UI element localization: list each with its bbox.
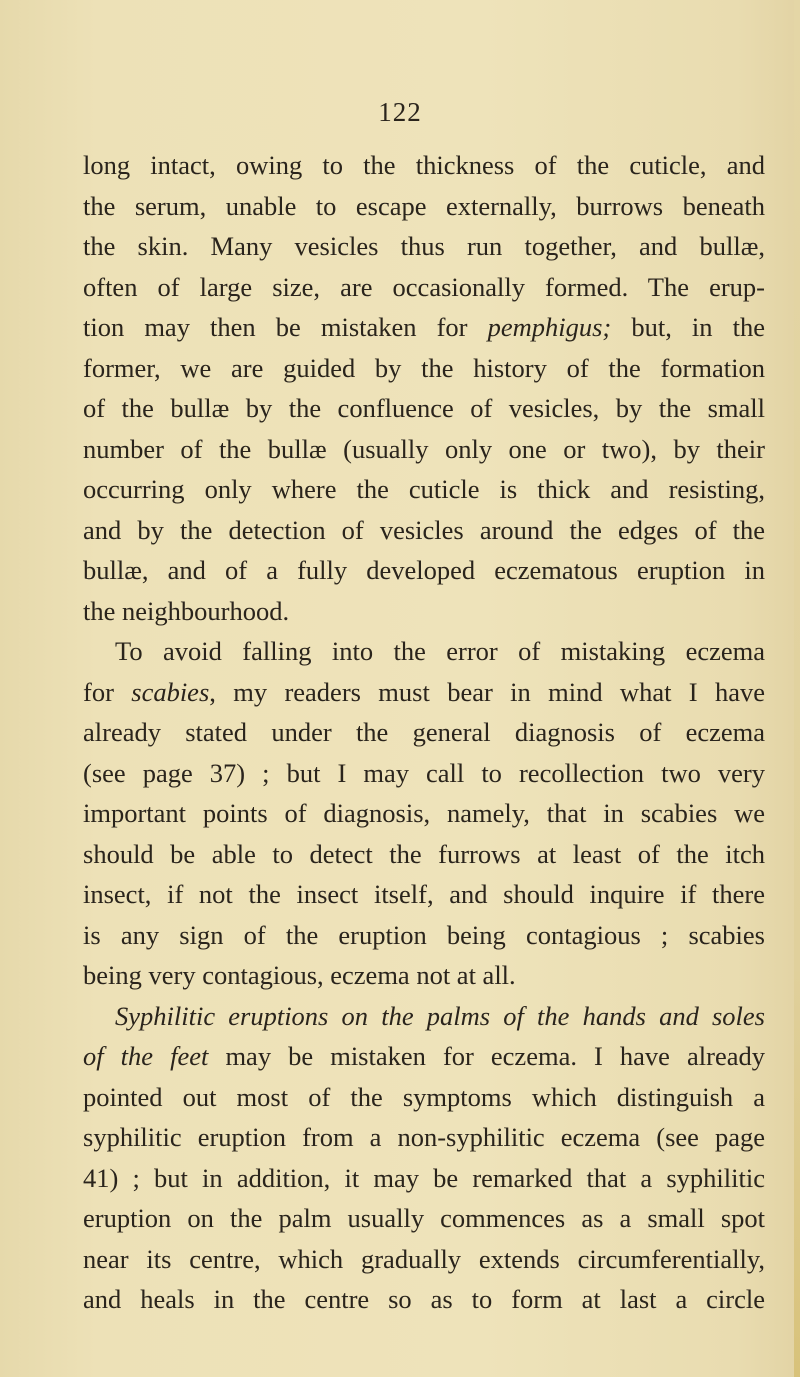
text-line: [83, 1279, 765, 1320]
text-line: [83, 712, 765, 753]
italic-text: pemphigus;: [487, 312, 612, 342]
italic-text: scabies: [131, 676, 210, 707]
italic-text: of the feet: [83, 1041, 209, 1071]
text-line: [83, 631, 765, 672]
text-line: [83, 955, 765, 996]
text-line: [83, 672, 765, 713]
text-run: being very contagious, eczema not at all.: [83, 960, 516, 990]
text-run: the serum, unable to escape externally, burrows beneath: [83, 190, 765, 221]
text-run: tion may then be mistaken for: [83, 312, 488, 342]
text-run: number of the bullæ (usually only one or two), by their: [83, 433, 765, 464]
text-run: (see page 37) ; but I may call to recollection two very: [83, 757, 765, 788]
text-line: [83, 145, 765, 186]
text-run: pointed out most of the symptoms which distinguish a: [83, 1081, 765, 1112]
text-line: [83, 753, 765, 794]
text-line: [83, 348, 765, 389]
text-line: [83, 834, 765, 875]
text-run: often of large size, are occasionally formed. The erup-: [83, 271, 765, 302]
text-run: and by the detection of vesicles around the edges of the: [83, 514, 765, 545]
text-line: [83, 793, 765, 834]
text-line: [83, 186, 765, 227]
page-number: 122: [378, 97, 422, 127]
text-run: eruption on the palm usually commences as a small spot: [83, 1203, 765, 1233]
text-run: long intact, owing to the thickness of the cuticle, and: [83, 150, 765, 180]
text-line: [83, 1158, 765, 1199]
text-run: near its centre, which gradually extends circumferentially,: [83, 1243, 765, 1274]
page-edge: [794, 0, 800, 1377]
italic-text: Syphilitic eruptions on the palms of the hands and soles: [115, 1000, 765, 1031]
text-line: [83, 874, 765, 915]
text-run: and heals in the centre so as to form at last a circle: [83, 1284, 765, 1314]
text-run: of the bullæ by the confluence of vesicles, by the small: [83, 393, 765, 423]
text-run: but, in the: [611, 312, 765, 342]
body-text: [83, 145, 765, 1320]
text-run: for: [83, 676, 132, 707]
text-run: To avoid falling into the error of mistaking eczema: [115, 636, 765, 666]
text-run: is any sign of the eruption being contagious ; scabies: [83, 919, 765, 950]
text-line: [83, 915, 765, 956]
text-line: [83, 1036, 765, 1077]
text-run: the skin. Many vesicles thus run together, and bullæ,: [83, 231, 765, 261]
text-line: [83, 1239, 765, 1280]
text-line: [83, 267, 765, 308]
text-run: 41) ; but in addition, it may be remarked that a syphilitic: [83, 1162, 765, 1193]
text-run: important points of diagnosis, namely, that in scabies we: [83, 798, 765, 828]
text-run: bullæ, and of a fully developed eczematous eruption in: [83, 555, 765, 585]
text-run: occurring only where the cuticle is thick and resisting,: [83, 474, 765, 504]
text-line: [83, 469, 765, 510]
text-line: [83, 550, 765, 591]
text-line: [83, 388, 765, 429]
text-line: [83, 307, 765, 348]
text-line: [83, 1077, 765, 1118]
text-line: [83, 1198, 765, 1239]
text-run: insect, if not the insect itself, and should inquire if there: [83, 879, 765, 909]
text-line: [83, 1117, 765, 1158]
text-line: [83, 226, 765, 267]
text-run: may be mistaken for eczema. I have already: [208, 1041, 765, 1071]
text-run: should be able to detect the furrows at least of the itch: [83, 838, 765, 869]
text-run: , my readers must bear in mind what I have: [209, 676, 765, 707]
text-run: already stated under the general diagnosis of eczema: [83, 717, 765, 747]
text-line: [83, 429, 765, 470]
text-line: [83, 510, 765, 551]
text-run: former, we are guided by the history of the formation: [83, 352, 765, 383]
text-line: [83, 591, 765, 632]
text-line: [83, 996, 765, 1037]
text-run: the neighbourhood.: [83, 595, 290, 626]
text-run: syphilitic eruption from a non-syphilitic eczema (see page: [83, 1122, 765, 1152]
